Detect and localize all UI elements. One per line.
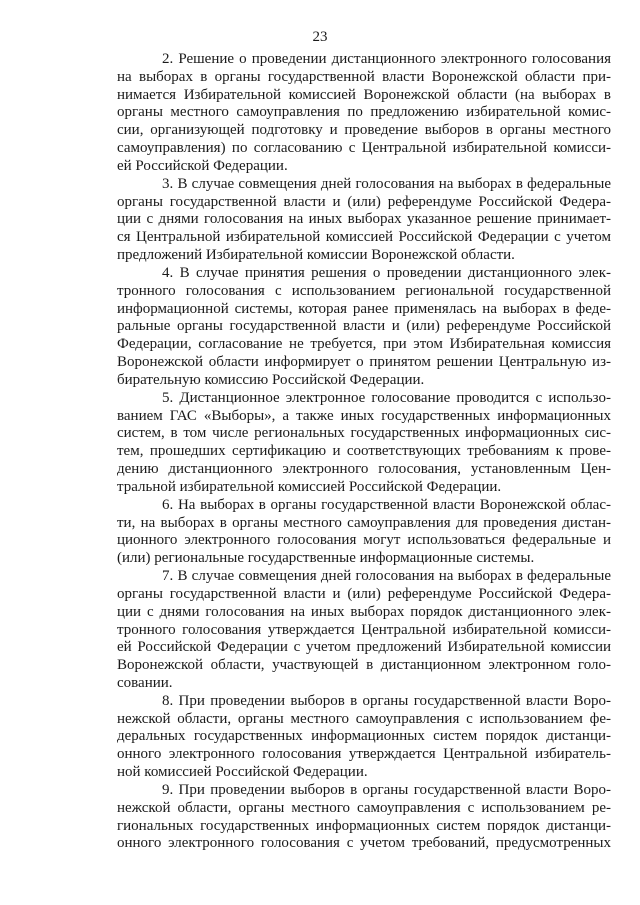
text-line: онного электронного голосования с учетом требований, предусмотренных bbox=[117, 835, 611, 852]
text-line: ся Центральной избирательной комиссией Российской Федерации с учетом bbox=[117, 229, 611, 246]
text-line: тем, прошедших сертификацию и соответствующих требованиям к прове- bbox=[117, 443, 611, 460]
text-line: нимается Избирательной комиссией Воронежской области (на выборах в bbox=[117, 86, 611, 103]
text-line: тральной избирательной комиссией Российской Федерации. bbox=[117, 478, 502, 495]
text-line: предложений Избирательной комиссии Воронежской области. bbox=[117, 247, 515, 264]
text-line: сии, организующей подготовку и проведение выборов в органы местного bbox=[117, 122, 611, 139]
text-line: бирательную комиссию Российской Федерации. bbox=[117, 371, 425, 388]
text-line: ральные органы государственной власти и (или) референдуме Российской bbox=[117, 318, 611, 335]
text-line: гиональных государственных информационных систем порядок дистанци- bbox=[117, 817, 611, 834]
page-number: 23 bbox=[312, 29, 328, 45]
text-line: дению дистанционного электронного голосования, установленным Цен- bbox=[117, 461, 611, 478]
paragraph-first-line: 9. При проведении выборов в органы государственной власти Воро- bbox=[162, 781, 611, 798]
paragraph-first-line: 8. При проведении выборов в органы государственной власти Воро- bbox=[162, 692, 611, 709]
text-line: (или) региональные государственные информационные системы. bbox=[117, 550, 535, 567]
text-line: Федерации, согласование не требуется, при этом Избирательная комиссия bbox=[117, 336, 611, 353]
paragraph-first-line: 4. В случае принятия решения о проведении дистанционного элек- bbox=[162, 264, 611, 281]
text-line: нежской области, органы местного самоуправления с использованием фе- bbox=[117, 710, 611, 727]
text-line: органы государственной власти и (или) референдуме Российской Федера- bbox=[117, 193, 611, 210]
text-line: Воронежской области информирует о принятом решении Центральную из- bbox=[117, 354, 611, 371]
text-line: нежской области, органы местного самоуправления с использованием ре- bbox=[117, 799, 611, 816]
text-line: ей Российской Федерации. bbox=[117, 157, 288, 174]
text-line: ванием ГАС «Выборы», а также иных государственных информационных bbox=[117, 407, 611, 424]
text-line: ей Российской Федерации с учетом предложений Избирательной комиссии bbox=[117, 639, 611, 656]
text-line: ции с днями голосования на иных выборах указанное решение принимает- bbox=[117, 211, 611, 228]
text-line: тронного голосования с использованием региональной государственной bbox=[117, 282, 611, 299]
text-line: ционного электронного голосования могут использоваться федеральные и bbox=[117, 532, 611, 549]
text-line: ной комиссией Российской Федерации. bbox=[117, 764, 368, 781]
text-line: деральных государственных информационных систем порядок дистанци- bbox=[117, 728, 611, 745]
text-line: самоуправления) по согласованию с Центральной избирательной комисси- bbox=[117, 140, 611, 157]
paragraph-first-line: 2. Решение о проведении дистанционного электронного голосования bbox=[162, 51, 611, 67]
text-line: ти, на выборах в органы местного самоуправления для проведения дистан- bbox=[117, 514, 611, 531]
text-line: Воронежской области, участвующей в дистанционном электронном голо- bbox=[117, 657, 611, 674]
paragraph-first-line: 7. В случае совмещения дней голосования на выборах в федеральные bbox=[162, 568, 611, 585]
paragraph-first-line: 3. В случае совмещения дней голосования на выборах в федеральные bbox=[162, 175, 611, 192]
text-line: на выборах в органы государственной власти Воронежской области при- bbox=[117, 68, 611, 85]
text-line: ции с днями голосования на иных выборах порядок дистанционного элек- bbox=[117, 603, 611, 620]
paragraph-first-line: 6. На выборах в органы государственной власти Воронежской облас- bbox=[162, 496, 611, 513]
text-line: органы государственной власти и (или) референдуме Российской Федера- bbox=[117, 585, 611, 602]
text-line: систем, в том числе региональных государственных информационных сис- bbox=[117, 425, 611, 442]
paragraph-first-line: 5. Дистанционное электронное голосование проводится с использо- bbox=[162, 389, 611, 406]
text-line: тронного голосования утверждается Центральной избирательной комисси- bbox=[117, 621, 611, 638]
text-line: совании. bbox=[117, 674, 173, 691]
text-line: онного электронного голосования утверждается Центральной избиратель- bbox=[117, 746, 611, 763]
text-line: информационной системы, которая ранее применялась на выборах в феде- bbox=[117, 300, 611, 317]
document-body bbox=[117, 51, 611, 853]
text-line: органы местного самоуправления по предложению избирательной комис- bbox=[117, 104, 611, 121]
